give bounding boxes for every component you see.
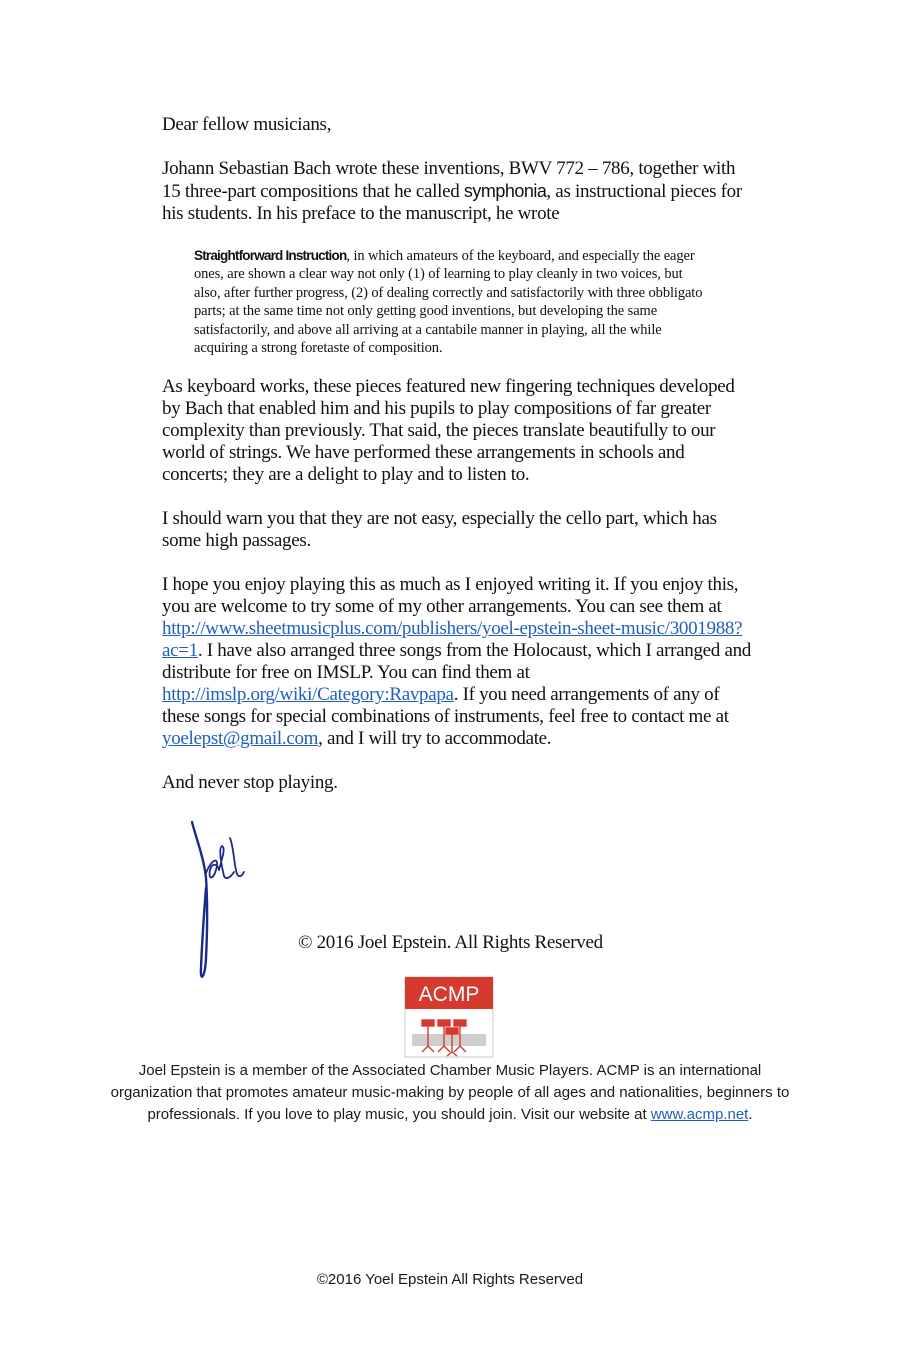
handwritten-signature (182, 818, 252, 988)
symphonia-term: symphonia (463, 181, 547, 201)
letter-body (162, 114, 752, 816)
salutation: Dear fellow musicians, (162, 114, 332, 135)
paragraph-intro (162, 158, 752, 225)
arr-text-a: I hope you enjoy playing this as much as I enjoyed writing it. If you enjoy this, you are welcome to try some of my other arrangements. You can see them at (162, 574, 739, 618)
sheetmusicplus-link[interactable]: http://www.sheetmusicplus.com/publishers/yoel-epstein-sheet-music/3001988?ac=1 (162, 618, 743, 662)
bach-preface-quote (194, 247, 712, 357)
acmp-note-end: . (748, 1106, 753, 1123)
acmp-membership-note (100, 1060, 800, 1126)
imslp-link[interactable]: http://imslp.org/wiki/Category:Ravpapa (162, 684, 454, 706)
paragraph-warning: I should warn you that they are not easy, especially the cello part, which has some high passages. (162, 508, 717, 552)
acmp-logo[interactable] (404, 976, 494, 1058)
intro-text-b: , as instructional pieces for his students. In his preface to the manuscript, he wrote (162, 181, 742, 224)
acmp-website-link[interactable]: www.acmp.net (650, 1106, 749, 1123)
arr-text-d: , and I will try to accommodate. (318, 728, 552, 750)
quote-rest: , in which amateurs of the keyboard, and especially the eager ones, are shown a clear way not only (1) of learning to play cleanly in two voices, but also, after further progress, (2) of dealing correctly and satisfactorily with three obbligato parts; at the same time not only getting good inventions, but developing the same satisfactorily, and above all arriving at a cantabile manner in playing, all the while acquiring a strong foretaste of composition. (194, 248, 703, 357)
quote-strong: Straightforward Instruction (194, 248, 347, 263)
page-footer: ©2016 Yoel Epstein All Rights Reserved (316, 1271, 584, 1288)
copyright-line: © 2016 Joel Epstein. All Rights Reserved (298, 932, 603, 953)
email-link[interactable]: yoelepst@gmail.com (162, 728, 319, 750)
closing: And never stop playing. (162, 772, 338, 794)
intro-text-a: Johann Sebastian Bach wrote these inventions, BWV 772 – 786, together with 15 three-part compositions that he called (162, 158, 736, 202)
paragraph-arrangements (162, 574, 752, 750)
acmp-note-text: Joel Epstein is a member of the Associated Chamber Music Players. ACMP is an international organization that promotes amateur music-making by people of all ages and nationalities, beginners to professionals. If you love to play music, you should join. Visit our website at (110, 1062, 790, 1123)
paragraph-keyboard: As keyboard works, these pieces featured new fingering techniques developed by Bach that enabled him and his pupils to play compositions of far greater complexity than previously. That said, the pieces translate beautifully to our world of strings. We have performed these arrangements in schools and concerts; they are a delight to play and to listen to. (162, 376, 735, 486)
arr-text-c: . If you need arrangements of any of these songs for special combinations of instruments, feel free to contact me at (162, 684, 729, 728)
svg-text:ACMP: ACMP (418, 983, 480, 1006)
arr-text-b: . I have also arranged three songs from the Holocaust, which I arranged and distribute for free on IMSLP. You can find them at (162, 640, 751, 684)
